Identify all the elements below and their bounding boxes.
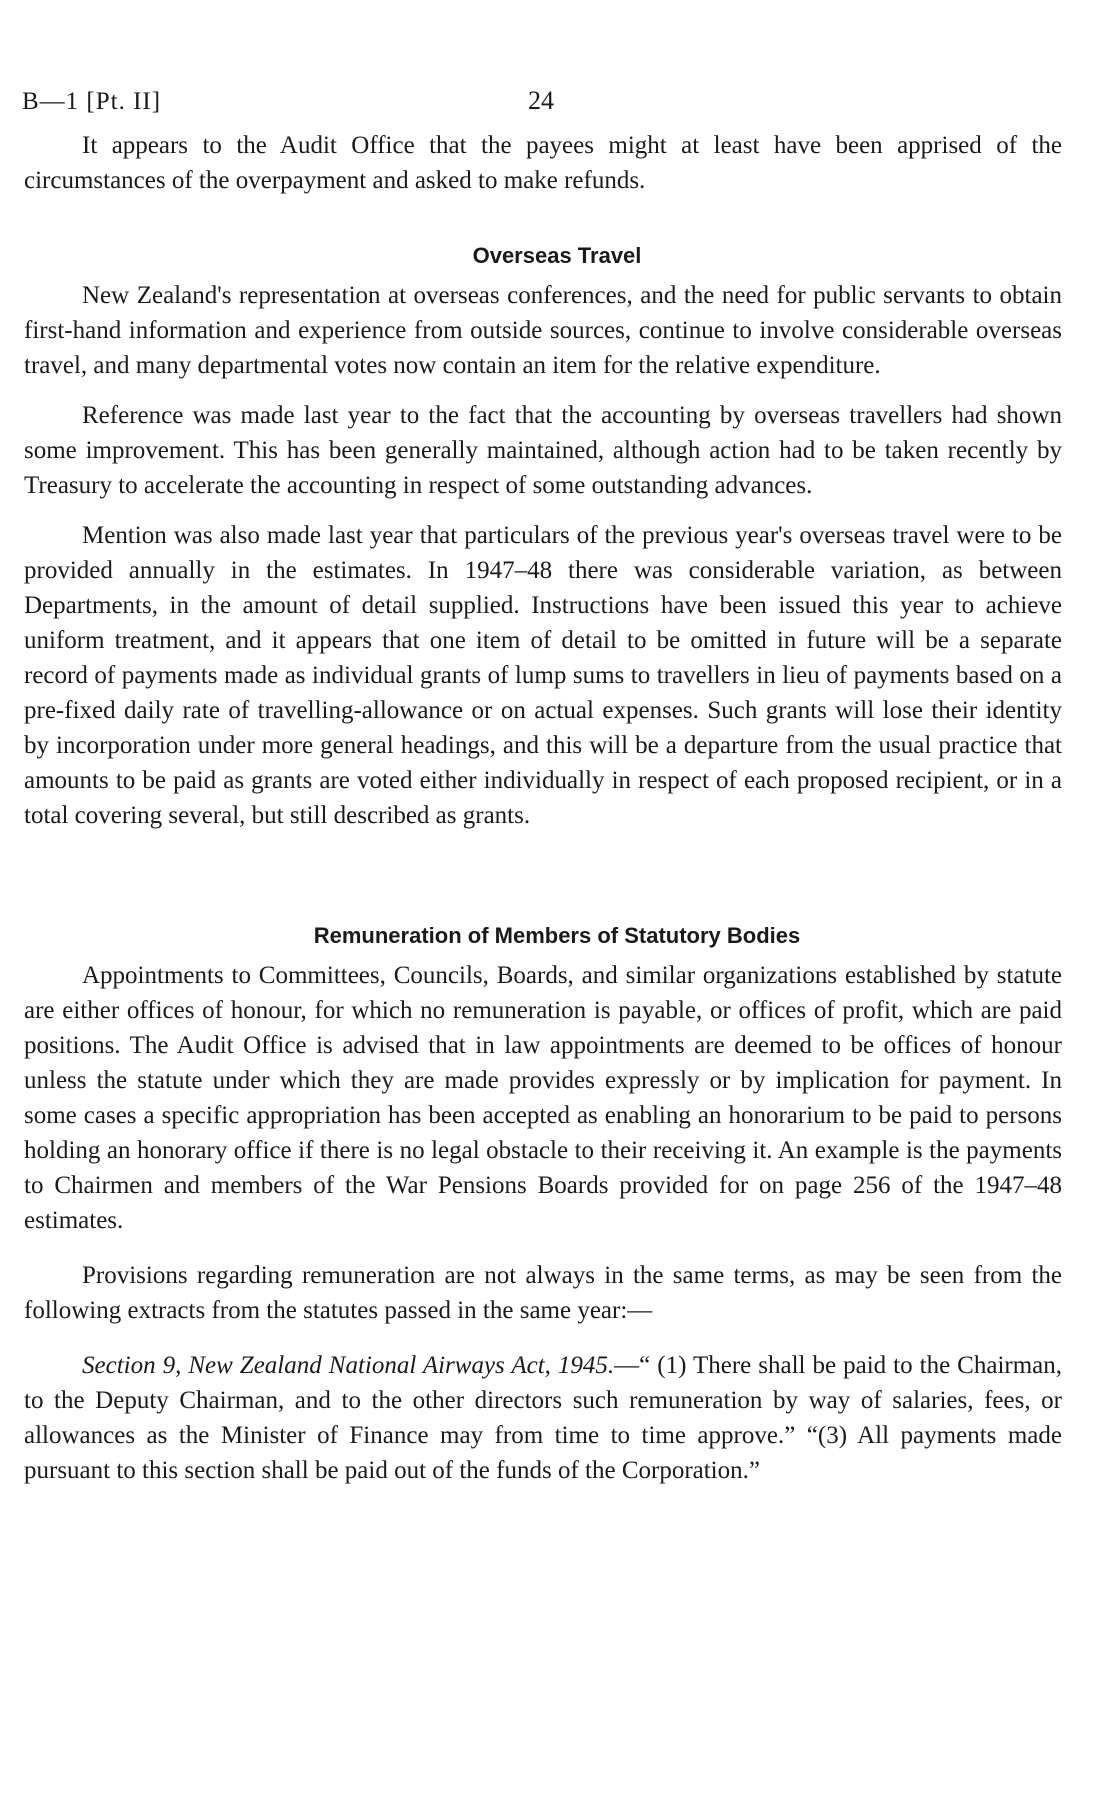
overseas-travel-paragraph-2: Reference was made last year to the fact that the accounting by overseas travellers had shown some improvement. This has been generally maintained, although action had to be taken recently by Treasury to accelerate the accounting in respect of some outstanding advances. xyxy=(24,402,1062,499)
remuneration-paragraph-1: Appointments to Committees, Councils, Boards, and similar organizations established by statute are either offices of honour, for which no remuneration is payable, or offices of profit, which are paid positions. The Audit Office is advised that in law appointments are deemed to be offices of honour unless the statute under which they are made provides expressly or by implication for payment. In some cases a specific appropriation has been accepted as enabling an honorarium to be paid to persons holding an honorary office if there is no legal obstacle to their receiving it. An example is the payments to Chairmen and members of the War Pensions Boards provided for on page 256 of the 1947–48 estimates. xyxy=(24,962,1062,1234)
overseas-travel-paragraph-1: New Zealand's representation at overseas conferences, and the need for public servants to obtain first-hand information and experience from outside sources, continue to involve considerable overseas travel, and many departmental votes now contain an item for the relative expenditure. xyxy=(24,282,1062,379)
intro-paragraph: It appears to the Audit Office that the payees might at least have been apprised of the circumstances of the overpayment and asked to make refunds. xyxy=(24,132,1062,194)
statute-extract-text: —“ (1) There shall be paid to the Chairman, to the Deputy Chairman, and to the other directors such remuneration by way of salaries, fees, or allowances as the Minister of Finance may from time to time approve.” “(3) All payments made pursuant to this section shall be paid out of the funds of the Corporation.” xyxy=(24,1352,1063,1484)
statute-citation: Section 9, New Zealand National Airways Act, 1945. xyxy=(82,1352,615,1379)
remuneration-paragraph-2: Provisions regarding remuneration are not always in the same terms, as may be seen from the following extracts from the statutes passed in the same year:— xyxy=(24,1262,1062,1324)
page-number: 24 xyxy=(528,86,554,115)
section-heading-overseas-travel: Overseas Travel xyxy=(472,243,642,268)
statute-extract xyxy=(24,1348,1062,1488)
section-heading-remuneration: Remuneration of Members of Statutory Bodies xyxy=(313,923,801,948)
overseas-travel-paragraph-3: Mention was also made last year that particulars of the previous year's overseas travel were to be provided annually in the estimates. In 1947–48 there was considerable variation, as between Departments, in the amount of detail supplied. Instructions have been issued this year to achieve uniform treatment, and it appears that one item of detail to be omitted in future will be a separate record of payments made as individual grants of lump sums to travellers in lieu of payments based on a pre-fixed daily rate of travelling-allowance or on actual expenses. Such grants will lose their identity by incorporation under more general headings, and this will be a departure from the usual practice that amounts to be paid as grants are voted either individually in respect of each proposed recipient, or in a total covering several, but still described as grants. xyxy=(24,522,1062,829)
document-reference: B—1 [Pt. II] xyxy=(22,88,162,115)
